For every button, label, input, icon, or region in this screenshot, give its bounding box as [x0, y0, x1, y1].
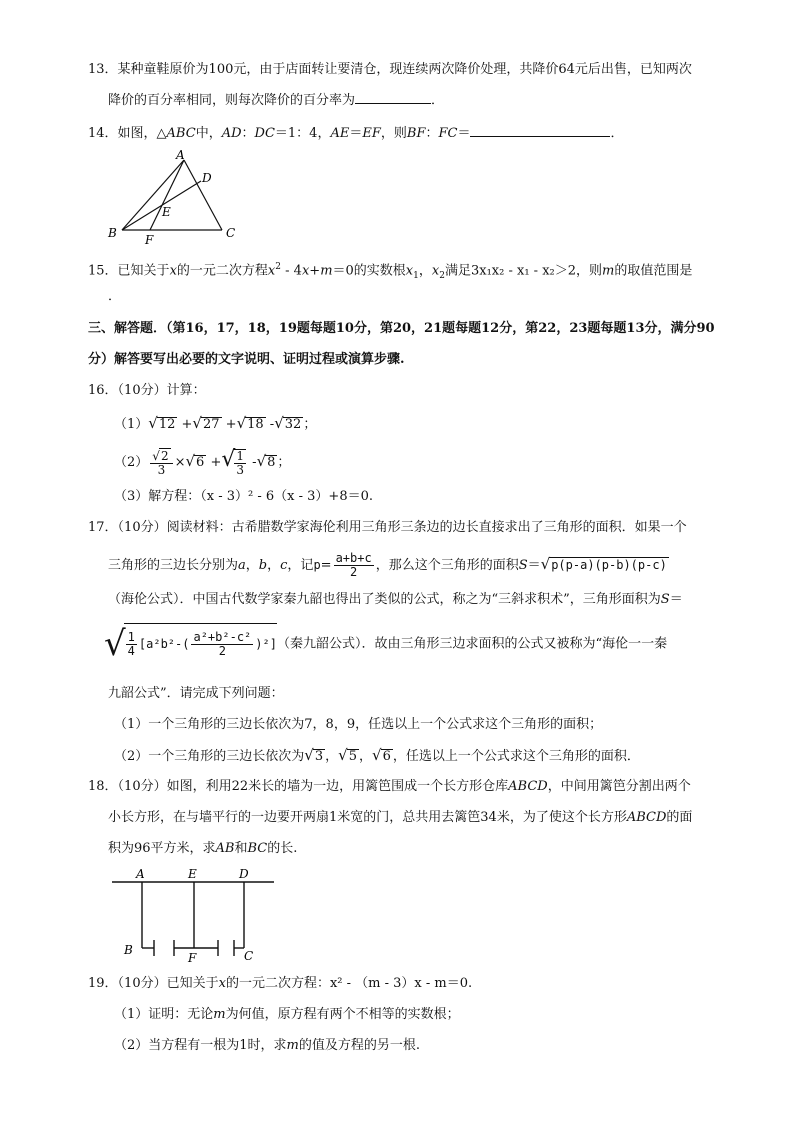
qin-part: [a²b²-( — [138, 636, 190, 651]
denominator: 4 — [127, 643, 135, 658]
edge-ab — [122, 160, 184, 230]
q15-text: ，则 — [576, 263, 603, 279]
equals: ＝ — [669, 592, 683, 607]
denominator: 2 — [350, 565, 358, 579]
q17-text: ，记 — [287, 558, 314, 573]
q13-answer-blank[interactable] — [355, 91, 431, 104]
q17-text: 三角形的三边长分别为 — [108, 558, 239, 573]
label-a: A — [136, 867, 145, 881]
denominator: 3 — [236, 462, 245, 477]
q15-root-x2: x — [431, 263, 440, 279]
label-f: F — [188, 951, 197, 965]
q17-text-5: 九韶公式”．请完成下列问题： — [108, 686, 284, 701]
label-b: B — [124, 943, 133, 957]
label-d: D — [202, 171, 212, 185]
q19-subquestion-1-end: 为何值，原方程有两个不相等的实数根； — [225, 1007, 460, 1022]
q17-text-3: （海伦公式）．中国古代数学家秦九韶也得出了类似的公式，称之为“三斜求积术”，三角形面积为 — [108, 592, 661, 607]
q16-number: 16． — [88, 383, 118, 398]
q13-end: ． — [431, 93, 445, 108]
q17-line4: √ $\frac{1}{4}$ [a²b²-( $\frac{\text{a²+b²-c²}}{2}$ )²]（秦九韶公式）．故由三角形三边求面积的公式又被称为“海伦一一秦 — [104, 624, 668, 664]
q13-number: 13． — [88, 62, 118, 77]
fraction-one-third — [234, 449, 246, 477]
heron-formula: p(p-a)(p-b)(p-c) — [551, 558, 667, 572]
q15-eq: x — [301, 263, 310, 279]
q17-line5 — [108, 685, 284, 703]
q14-answer-blank[interactable] — [470, 124, 610, 137]
var-s: S — [660, 592, 670, 607]
sqrt-18: 18 — [247, 417, 264, 432]
q15-sub: 2 — [439, 270, 445, 281]
q17-sub1 — [114, 716, 602, 734]
q13-line2 — [108, 91, 444, 110]
q19-subquestion-2: （2）当方程有一根为1时，求 — [114, 1038, 287, 1053]
q15-eq: - 4 — [281, 263, 302, 279]
q19-number: 19． — [88, 976, 118, 991]
q18-ab: AB — [215, 841, 235, 856]
q16-part2-label: （2） — [114, 455, 149, 470]
q14-bf: BF — [406, 126, 426, 141]
q14-text: ，则 — [380, 126, 407, 141]
var-a: a — [238, 558, 246, 573]
q18-warehouse-figure — [108, 866, 278, 966]
q18-bc: BC — [247, 841, 268, 856]
numerator: a+b+c — [335, 551, 372, 565]
q15-text: 已知关于 — [117, 263, 170, 279]
q19-head — [88, 975, 472, 993]
q14-text: ＝ — [457, 126, 471, 141]
q16-head — [88, 382, 206, 400]
q14-text: ： — [425, 126, 439, 141]
q14-ae: AE — [330, 126, 350, 141]
q17-line2: 三角形的三边长分别为a，b，c，记p= $\frac{a+b+c}{2}$ ，那么这个三角形的面积S＝√p(p-a)(p-b)(p-c) — [108, 551, 667, 579]
q14-fc: FC — [438, 126, 458, 141]
q15-var-m: m — [320, 263, 333, 279]
q14-ef: EF — [362, 126, 381, 141]
q19-text: （10分）已知关于 — [117, 976, 219, 991]
q17-subquestion-1: （1）一个三角形的三边长依次为7，8，9，任选以上一个公式求这个三角形的面积； — [114, 717, 603, 732]
label-f: F — [145, 233, 154, 247]
fraction-root2-over-3: $\frac{√2}{3}$ — [150, 448, 172, 477]
q19-sub2 — [114, 1037, 420, 1055]
sqrt-2: 2 — [160, 449, 169, 463]
q15-var-m: m — [602, 263, 615, 279]
q15-line2 — [108, 288, 121, 306]
q14-text: ： — [241, 126, 255, 141]
q18-text-3b: 的长. — [267, 841, 298, 856]
q17-line3 — [108, 591, 683, 609]
q16-part2: （2） $\frac{√2}{3}$ ×√6 +√ $\frac{1}{3}$ -√8 ； — [114, 447, 291, 477]
sqrt-6: 6 — [196, 455, 205, 470]
q15-eq: ＝0的实数根 — [332, 263, 406, 279]
q14-number: 14． — [88, 126, 118, 141]
q19-equation: x² - （m - 3）x - m＝0. — [329, 976, 473, 991]
q15-root-x1: x — [405, 263, 414, 279]
label-b: B — [108, 226, 117, 240]
var-m: m — [286, 1038, 299, 1053]
label-c: C — [226, 226, 236, 240]
section3-line1 — [88, 320, 715, 338]
q17-number: 17． — [88, 520, 118, 535]
q14-text: 如图，△ — [117, 126, 167, 141]
q15-number: 15． — [88, 263, 118, 279]
q18-abcd: ABCD — [508, 779, 548, 794]
sqrt-5: 5 — [348, 749, 357, 764]
numerator: a²+b²-c² — [193, 629, 252, 644]
fraction-semi-perimeter — [334, 552, 374, 579]
q18-line2 — [108, 809, 692, 827]
q17-text: ，那么这个三角形的面积 — [375, 558, 519, 573]
var-p: p — [313, 558, 321, 572]
q18-text-3: 积为96平方米，求 — [108, 841, 216, 856]
q17-subquestion-2-end: ，任选以上一个公式求这个三角形的面积． — [392, 749, 640, 764]
q15-line1: 15．已知关于x的一元二次方程$x^2 - 4x+m=0$的实数根$x_1$，$x_2$满足3x₁x₂ - x₁ - x₂＞2，则m的取值范围是 — [88, 262, 693, 281]
q14-end: ． — [610, 126, 624, 141]
q14-line1 — [88, 124, 623, 143]
q14-triangle-figure — [104, 148, 244, 248]
label-a: A — [176, 148, 185, 162]
q18-abcd: ABCD — [626, 810, 667, 825]
q17-sub2: （2）一个三角形的三边长依次为√3 ，√5 ，√6 ，任选以上一个公式求这个三角形的面积． — [114, 746, 640, 764]
sqrt-27: 27 — [202, 417, 220, 432]
denominator: 3 — [157, 463, 166, 477]
qin-part: )²] — [255, 636, 277, 651]
q15-eq: x — [267, 263, 276, 279]
q15-end: ． — [108, 289, 122, 304]
q19-text: 的一元二次方程： — [225, 976, 330, 991]
q16-part1-label: （1） — [114, 417, 149, 432]
q16-heading: （10分）计算： — [117, 383, 206, 398]
var-s: S — [518, 558, 528, 573]
q15-text: 的一元二次方程 — [176, 263, 268, 279]
section3-line2 — [88, 351, 405, 369]
var-b: b — [258, 558, 268, 573]
q15-text: 满足 — [444, 263, 471, 279]
q14-abc: ABC — [166, 126, 196, 141]
q14-text: ＝1：4， — [274, 126, 331, 141]
q15-text: ， — [418, 263, 432, 279]
q19-subquestion-1: （1）证明：无论 — [114, 1007, 214, 1022]
q18-text-2: 小长方形，在与墙平行的一边要开两扇1米宽的门，总共用去篱笆34米，为了使这个长方形 — [108, 810, 627, 825]
q14-text: ＝ — [349, 126, 363, 141]
label-e: E — [188, 867, 197, 881]
fraction-one-quarter — [126, 631, 137, 658]
section3-heading: 三、解答题．（第16，17，18，19题每题10分，第20，21题每题12分，第22，23题每题13分，满分90 — [88, 321, 715, 336]
label-d: D — [239, 867, 249, 881]
var-x: x — [218, 976, 226, 991]
q19-sub1 — [114, 1006, 460, 1024]
q18-text-1b: ，中间用篱笆分割出两个 — [547, 779, 691, 794]
fraction-cosine-term — [191, 631, 253, 658]
q18-line1 — [88, 778, 691, 796]
var-m: m — [213, 1007, 226, 1022]
qin-formula — [124, 623, 277, 664]
q16-part3-text: （3）解方程：（x - 3）² - 6（x - 3）+8＝0. — [114, 489, 373, 504]
sqrt-32: 32 — [284, 417, 302, 432]
q13-text-1: 某种童鞋原价为100元，由于店面转让要清仓，现连续两次降价处理，共降价64元后出售，已知两次 — [117, 62, 692, 77]
q14-dc: DC — [254, 126, 275, 141]
q17-subquestion-2: （2）一个三角形的三边长依次为 — [114, 749, 305, 764]
q17-line1 — [88, 519, 687, 537]
sqrt-8: 8 — [267, 455, 276, 470]
q13-line1 — [88, 61, 692, 79]
numerator: 1 — [236, 448, 245, 463]
q14-text: 中， — [195, 126, 222, 141]
label-e: E — [162, 205, 171, 219]
q18-text-1: （10分）如图，利用22米长的墙为一边，用篱笆围成一个长方形仓库 — [117, 779, 509, 794]
label-c: C — [244, 949, 254, 963]
q13-text-2: 降价的百分率相同，则每次降价的百分率为 — [108, 93, 356, 108]
q18-line3 — [108, 840, 297, 858]
q15-condition: 3x₁x₂ - x₁ - x₂＞2 — [470, 263, 577, 279]
q15-eq: + — [309, 263, 321, 279]
q16-part3 — [114, 488, 373, 506]
q16-part1: （1）√12 +√27 +√18 -√32 ； — [114, 414, 317, 432]
q14-ad: AD — [221, 126, 242, 141]
q18-number: 18． — [88, 779, 118, 794]
numerator: 1 — [127, 629, 135, 644]
q15-var-x: x — [169, 263, 177, 279]
q15-sub: 1 — [413, 270, 419, 281]
q18-and: 和 — [234, 841, 248, 856]
denominator: 2 — [218, 643, 226, 658]
q18-text-2b: 的面 — [666, 810, 693, 825]
var-c: c — [280, 558, 288, 573]
section3-heading-2: 分）解答要写出必要的文字说明、证明过程或演算步骤. — [88, 352, 405, 367]
sqrt-3: 3 — [314, 749, 324, 764]
sqrt-6: 6 — [382, 749, 391, 764]
q15-text: 的取值范围是 — [614, 263, 693, 279]
sqrt-12: 12 — [158, 417, 176, 432]
q19-subquestion-2-end: 的值及方程的另一根. — [298, 1038, 421, 1053]
q17-text-1: （10分）阅读材料：古希腊数学家海伦利用三角形三条边的边长直接求出了三角形的面积．如果一个 — [117, 520, 687, 535]
q17-text-4: （秦九韶公式）．故由三角形三边求面积的公式又被称为“海伦一一秦 — [276, 636, 668, 652]
